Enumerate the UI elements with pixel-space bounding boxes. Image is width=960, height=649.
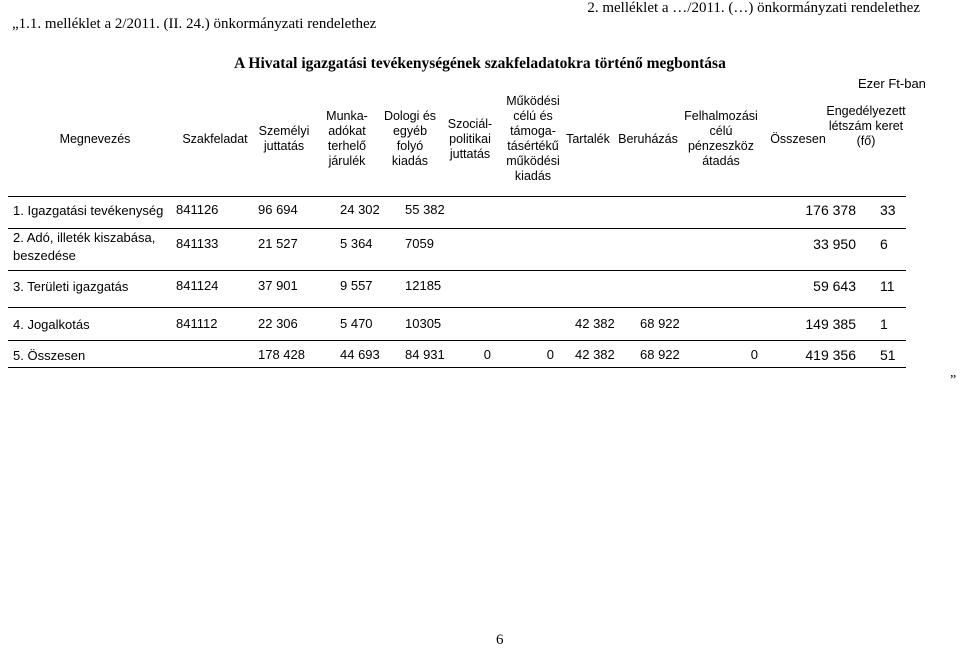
header-mukodesi — [500, 94, 566, 184]
header-line: Szociál- — [447, 116, 493, 131]
header-line: tásértékű — [507, 139, 559, 153]
cell-letszam: 11 — [880, 278, 895, 294]
cell-munkaado: 24 302 — [340, 202, 380, 217]
row-divider — [8, 270, 906, 271]
header-line: Szakfeladat — [182, 131, 248, 146]
cell-felhalmozasi: 0 — [750, 347, 758, 362]
header-tartalek — [560, 132, 616, 147]
cell-szocialpol: 0 — [483, 347, 491, 362]
cell-munkaado: 9 557 — [340, 278, 373, 293]
header-line: terhelő — [327, 139, 367, 153]
header-line: folyó — [396, 139, 424, 153]
cell-letszam: 1 — [880, 316, 888, 332]
cell-letszam: 51 — [880, 347, 896, 363]
header-line: egyéb — [392, 124, 428, 138]
right-header-note: 2. melléklet a …/2011. (…) önkormányzati rendelethez — [587, 0, 920, 16]
cell-tartalek: 42 382 — [575, 316, 615, 331]
row-name-line: 4. Jogalkotás — [13, 317, 90, 332]
header-beruhazas — [616, 132, 680, 147]
cell-dologi: 10305 — [405, 316, 442, 331]
header-megnevezes — [45, 132, 145, 147]
header-felhalmozasi — [678, 109, 764, 169]
header-line: járulék — [328, 154, 366, 168]
row-divider — [8, 367, 906, 368]
cell-osszesen: 59 643 — [813, 278, 856, 294]
cell-osszesen: 33 950 — [813, 236, 856, 252]
header-line: támoga- — [510, 124, 556, 138]
header-line: politikai — [449, 131, 491, 146]
header-szemelyi — [254, 124, 314, 154]
header-szakfeladat — [175, 132, 255, 147]
header-line: működési — [506, 154, 560, 168]
row-name — [13, 278, 128, 296]
row-name — [13, 347, 85, 365]
cell-munkaado: 5 470 — [340, 316, 373, 331]
header-line: kiadás — [514, 169, 552, 183]
row-name-line: 5. Összesen — [13, 348, 86, 363]
row-divider — [8, 196, 906, 197]
header-line: Személyi — [258, 124, 310, 138]
header-line: célú — [709, 124, 733, 138]
cell-osszesen: 419 356 — [805, 347, 856, 363]
cell-szakfeladat: 841126 — [176, 202, 219, 217]
header-line: Engedélyezett — [826, 104, 906, 118]
cell-szemelyi: 21 527 — [258, 236, 298, 251]
header-line: Felhalmozási — [684, 109, 758, 123]
header-line: juttatás — [263, 139, 305, 153]
cell-munkaado: 44 693 — [340, 347, 380, 362]
cell-dologi: 84 931 — [405, 347, 445, 362]
header-line: Megnevezés — [59, 131, 131, 146]
row-name — [13, 202, 163, 220]
header-letszam — [818, 104, 914, 149]
row-name-line: 3. Területi igazgatás — [13, 279, 129, 294]
header-line: Tartalék — [566, 131, 610, 146]
header-line: adókat — [328, 124, 366, 138]
cell-szakfeladat: 841133 — [176, 236, 219, 251]
cell-beruhazas: 68 922 — [640, 316, 680, 331]
cell-letszam: 33 — [880, 202, 896, 218]
header-line: átadás — [702, 154, 740, 168]
row-name-line: beszedése — [13, 248, 76, 263]
page-number: 6 — [496, 632, 504, 648]
cell-mukodesi: 0 — [546, 347, 554, 362]
cell-szemelyi: 96 694 — [258, 202, 298, 217]
cell-szakfeladat: 841112 — [176, 316, 218, 331]
cell-munkaado: 5 364 — [340, 236, 373, 251]
header-line: pénzeszköz — [687, 139, 754, 153]
header-line: Munka- — [326, 109, 368, 123]
header-line: (fő) — [856, 134, 876, 148]
cell-dologi: 12185 — [405, 278, 442, 293]
cell-osszesen: 149 385 — [805, 316, 856, 332]
row-name-line: 1. Igazgatási tevékenység — [13, 203, 164, 218]
cell-szemelyi: 22 306 — [258, 316, 298, 331]
cell-szemelyi: 37 901 — [258, 278, 298, 293]
header-szocialpol — [440, 117, 500, 162]
cell-dologi: 55 382 — [405, 202, 445, 217]
closing-quote: ” — [950, 373, 957, 388]
header-line: Beruházás — [618, 131, 678, 146]
cell-dologi: 7059 — [405, 236, 434, 251]
row-divider — [8, 307, 906, 308]
header-line: juttatás — [449, 146, 491, 161]
header-line: Dologi és — [383, 109, 437, 123]
header-line: Összesen — [770, 131, 826, 146]
header-line: célú és — [513, 109, 553, 123]
cell-beruhazas: 68 922 — [640, 347, 680, 362]
row-name — [13, 229, 155, 265]
cell-tartalek: 42 382 — [575, 347, 615, 362]
left-header-note: „1.1. melléklet a 2/2011. (II. 24.) önkormányzati rendelethez — [12, 16, 377, 32]
cell-szemelyi: 178 428 — [258, 347, 305, 362]
header-dologi — [380, 109, 440, 169]
header-munkaado — [316, 109, 378, 169]
cell-osszesen: 176 378 — [805, 202, 856, 218]
row-divider — [8, 340, 906, 341]
cell-szakfeladat: 841124 — [176, 278, 219, 293]
cell-letszam: 6 — [880, 236, 888, 252]
row-name — [13, 316, 90, 334]
header-line: kiadás — [391, 154, 429, 168]
unit-label: Ezer Ft-ban — [858, 76, 926, 91]
header-line: létszám keret — [828, 119, 904, 133]
header-line: Működési — [506, 94, 560, 108]
row-name-line: 2. Adó, illeték kiszabása, — [13, 230, 156, 245]
document-title: A Hivatal igazgatási tevékenységének szakfeladatokra történő megbontása — [234, 55, 726, 72]
